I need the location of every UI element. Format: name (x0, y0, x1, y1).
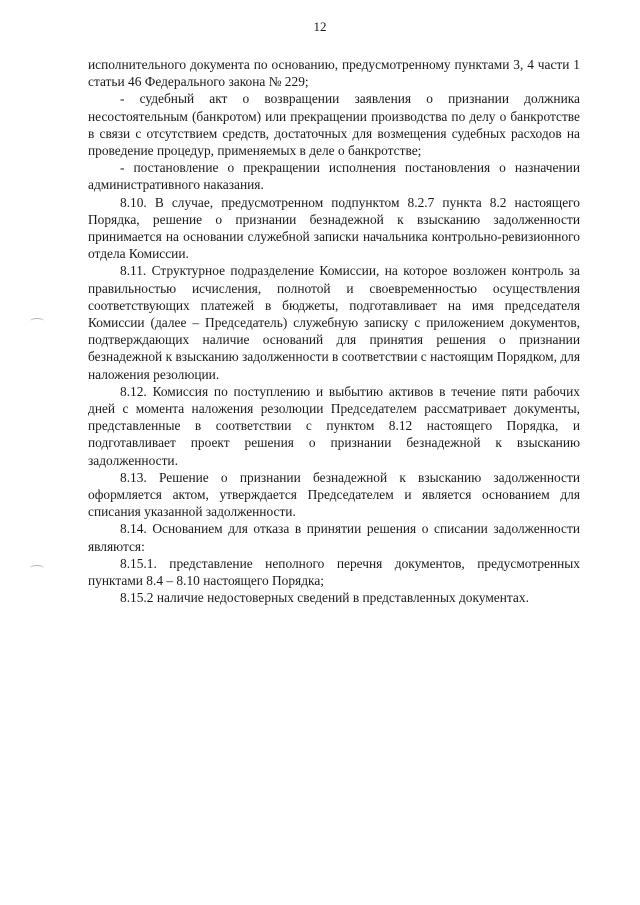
paragraph-8-15-1: 8.15.1. представление неполного перечня документов, предусмотренных пунктами 8.4 – 8.10 настоящего Порядка; (88, 555, 580, 589)
paragraph-list-item-court-act: - судебный акт о возвращении заявления о признании должника несостоятельным (банкротом) или прекращении производства по делу о банкротстве в связи с отсутствием средств, достаточных для возмещения судебных расходов на проведение процедур, применяемых в деле о банкротстве; (88, 91, 580, 159)
paragraph-8-14: 8.14. Основанием для отказа в принятии решения о списании задолженности являются: (88, 521, 580, 554)
paragraph-8-12: 8.12. Комиссия по поступлению и выбытию активов в течение пяти рабочих дней с момента наложения резолюции Председателем рассматривает документы, представленные в соответствии с пунктом 8.12 настоящего Порядка, и подготавливает проект решения о признании безнадежной к взысканию задолженности. (88, 383, 580, 468)
document-body (88, 56, 580, 607)
page-number: 12 (313, 19, 327, 34)
paragraph-continuation: исполнительного документа по основанию, предусмотренному пунктами 3, 4 части 1 статьи 46 Федерального закона № 229; (88, 57, 580, 90)
paragraph-8-15-2: 8.15.2 наличие недостоверных сведений в представленных документах. (120, 590, 529, 606)
scan-artifact-mark (30, 565, 44, 571)
paragraph-8-10: 8.10. В случае, предусмотренном подпунктом 8.2.7 пункта 8.2 настоящего Порядка, решение о признании безнадежной к взысканию задолженности принимается на основании служебной записки начальника контрольно-ревизионного отдела Комиссии. (88, 194, 580, 262)
paragraph-list-item-resolution: - постановление о прекращении исполнения постановления о назначении административного наказания. (88, 160, 580, 193)
paragraph-8-11: 8.11. Структурное подразделение Комиссии, на которое возложен контроль за правильностью исчисления, полнотой и своевременностью осуществления соответствующих платежей в бюджеты, подготавливает на имя председателя Комиссии (далее – Председатель) служебную записку с приложением документов, подтверждающих наличие оснований для принятия решения о признании безнадежной к взысканию задолженности в соответствии с настоящим Порядком, для наложения резолюции. (88, 263, 580, 382)
scan-artifact-mark (30, 318, 44, 324)
paragraph-8-13: 8.13. Решение о признании безнадежной к взысканию задолженности оформляется актом, утверждается Председателем и является основанием для списания указанной задолженности. (88, 469, 580, 520)
